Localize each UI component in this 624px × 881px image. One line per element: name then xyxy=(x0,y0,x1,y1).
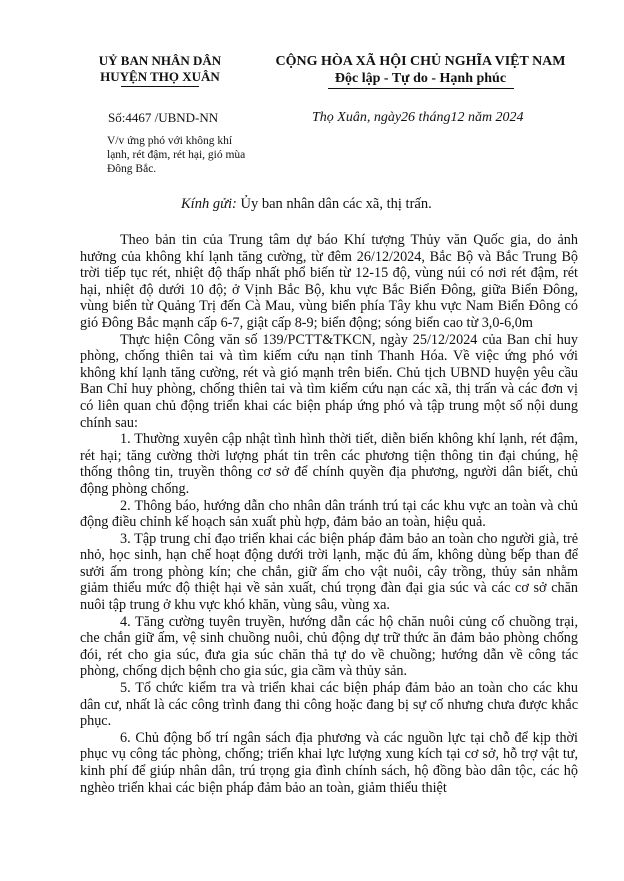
paragraph-item-5: 5. Tổ chức kiểm tra và triển khai các biện pháp đảm bảo an toàn cho các khu dân cư, nhất là các công trình đang thi công hoặc đang bị sự cố nhưng chưa được khắc phục. xyxy=(80,680,578,730)
document-number: Số:4467 /UBND-NN xyxy=(108,110,219,125)
paragraph-item-4: 4. Tăng cường tuyên truyền, hướng dẫn các hộ chăn nuôi củng cố chuồng trại, che chắn giữ ấm, vệ sinh chuồng nuôi, chủ động dự trữ thức ăn đảm bảo phòng chống đói, rét cho gia súc, đưa gia súc chăn thả tự do về chuồng; hướng dẫn về công tác phòng, chống dịch bệnh cho gia súc, gia cầm và thủy sản. xyxy=(80,613,578,680)
paragraph-item-2: 2. Thông báo, hướng dẫn cho nhân dân tránh trú tại các khu vực an toàn và chủ động điều chỉnh kế hoạch sản xuất phù hợp, đảm bảo an toàn, hiệu quả. xyxy=(80,497,578,531)
issuing-authority xyxy=(80,53,240,87)
nation-name: CỘNG HÒA XÃ HỘI CHỦ NGHĨA VIỆT NAM xyxy=(275,54,566,69)
document-subject: V/v ứng phó với không khí lạnh, rét đậm, rét hại, gió mùa Đông Bắc. xyxy=(107,135,246,175)
authority-underline xyxy=(121,86,199,87)
national-title xyxy=(258,53,583,89)
paragraph-item-1: 1. Thường xuyên cập nhật tình hình thời tiết, diễn biến không khí lạnh, rét đậm, rét hại; tăng cường thời lượng phát tin trên các phương tiện thông tin đại chúng, hệ thống thông tin, truyền thông cơ sở để chính quyền địa phương, người dân biết, chủ động phòng chống. xyxy=(80,431,578,497)
recipient-label: Kính gửi: xyxy=(181,196,237,212)
paragraph-item-3: 3. Tập trung chỉ đạo triển khai các biện pháp đảm bảo an toàn cho người già, trẻ nhỏ, học sinh, hạn chế hoạt động dưới trời lạnh, mặc đủ ấm, không dùng bếp than để sưởi ấm trong phòng kín; che chắn, giữ ấm cho vật nuôi, cây trồng, thủy sản nhằm giảm thiểu mức độ thiệt hại về sản xuất, chú trọng đàn đại gia súc và các cơ sở chăn nuôi tập trung ở khu vực khó khăn, vùng sâu, vùng xa. xyxy=(80,530,578,614)
place-and-date: Thọ Xuân, ngày26 tháng12 năm 2024 xyxy=(312,110,524,125)
document-body xyxy=(80,232,578,796)
recipient-line xyxy=(181,196,432,213)
recipient-name: Ủy ban nhân dân các xã, thị trấn. xyxy=(240,196,432,212)
motto-underline xyxy=(328,88,514,89)
national-motto: Độc lập - Tự do - Hạnh phúc xyxy=(334,71,507,86)
authority-name-line2: HUYỆN THỌ XUÂN xyxy=(100,69,220,84)
authority-name-line1: UỶ BAN NHÂN DÂN xyxy=(98,53,222,68)
paragraph-directive: Thực hiện Công văn số 139/PCTT&TKCN, ngày 25/12/2024 của Ban chỉ huy phòng, chống thiên tai và tìm kiếm cứu nạn tỉnh Thanh Hóa. Về việc ứng phó với không khí lạnh tăng cường, rét và gió mạnh trên biển. Chủ tịch UBND huyện yêu cầu Ban Chỉ huy phòng, chống thiên tai và tìm kiếm cứu nạn các xã, thị trấn và các đơn vị có liên quan chủ động triển khai các biện pháp ứng phó và tập trung một số nội dung chính sau: xyxy=(80,331,578,431)
paragraph-item-6: 6. Chủ động bố trí ngân sách địa phương và các nguồn lực tại chỗ để kịp thời phục vụ công tác phòng, chống; triển khai lực lượng xung kích tại cơ sở, hỗ trợ vật tư, kinh phí để giúp nhân dân, trú trọng gia đình chính sách, hộ đồng bào dân tộc, các hộ nghèo triển khai các biện pháp đảm bảo an toàn, giảm thiểu thiệt xyxy=(80,729,578,796)
paragraph-context: Theo bản tin của Trung tâm dự báo Khí tượng Thủy văn Quốc gia, do ảnh hưởng của không khí lạnh tăng cường, từ đêm 26/12/2024, Bắc Bộ và Bắc Trung Bộ trời tiếp tục rét, nhiệt độ thấp nhất phổ biến từ 12-15 độ, vùng núi có nơi rét đậm, rét hại, nhiệt độ dưới 10 độ; ở Vịnh Bắc Bộ, khu vực Bắc Biển Đông, giữa Biển Đông, vùng biển từ Quảng Trị đến Cà Mau, vùng biển phía Tây khu vực Nam Biển Đông có gió Đông Bắc mạnh cấp 6-7, giật cấp 8-9; biển động; sóng biển cao từ 3,0-6,0m xyxy=(80,232,578,331)
